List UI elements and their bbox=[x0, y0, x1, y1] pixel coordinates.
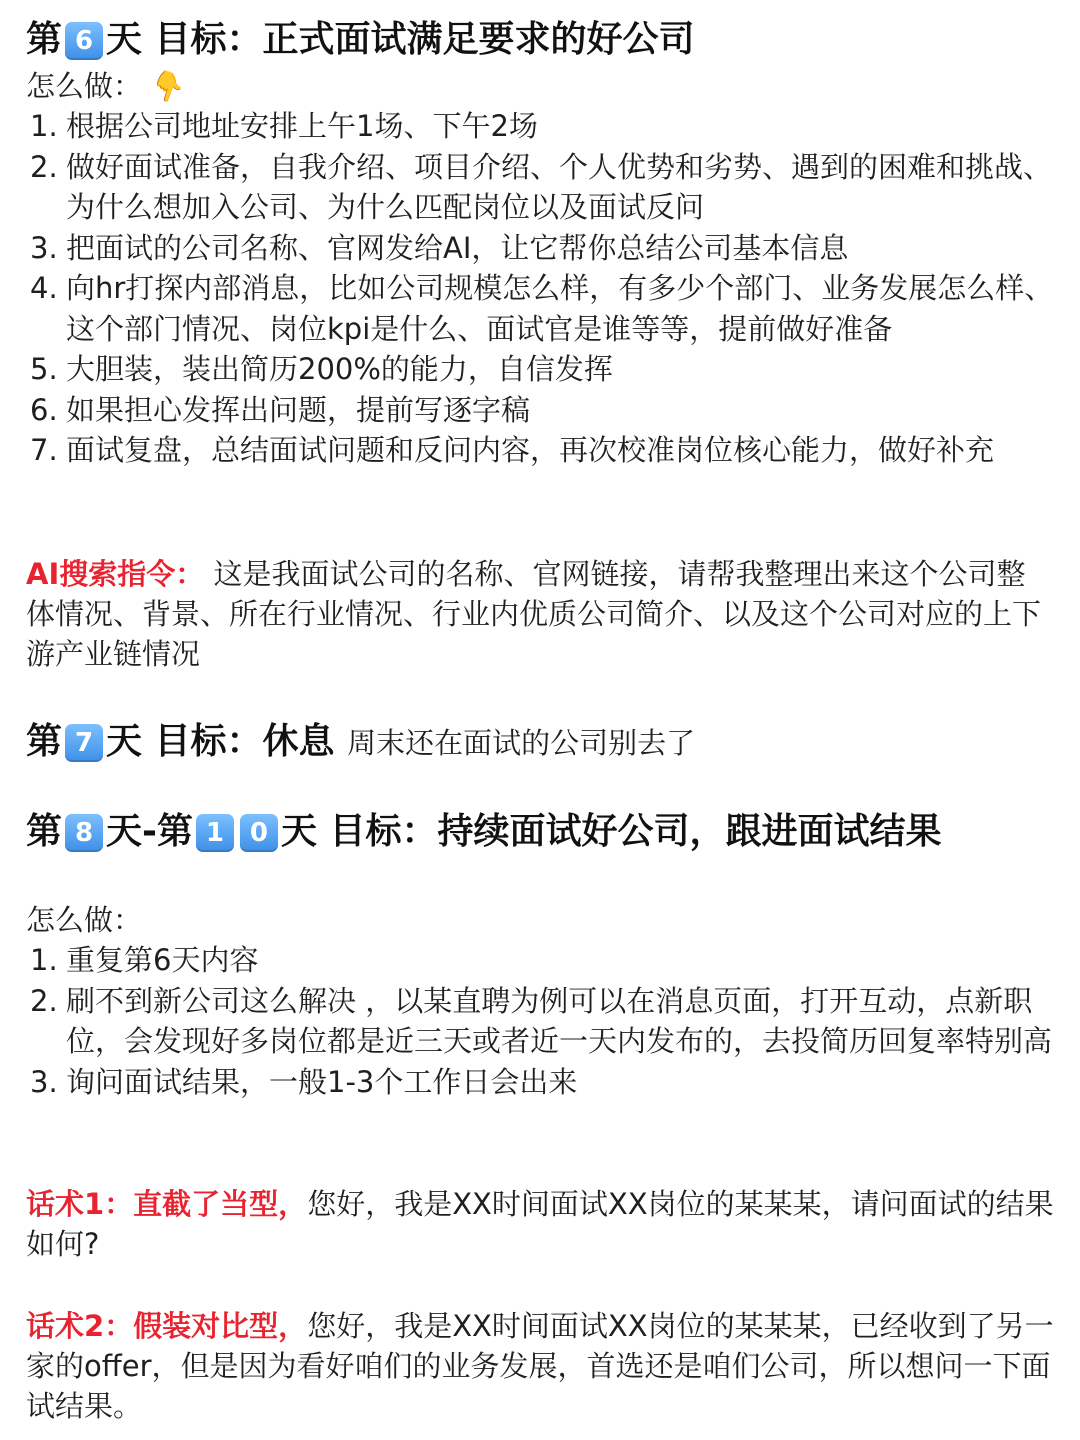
ai-prompt-text: 这是我面试公司的名称、官网链接，请帮我整理出来这个公司整体情况、背景、所在行业情况、行业内优质公司简介、以及这个公司对应的上下游产业链情况 bbox=[26, 557, 1042, 671]
day6-steps-list bbox=[30, 106, 1060, 471]
day8-steps-list bbox=[30, 940, 1060, 1102]
list-item: 4. 向hr打探内部消息，比如公司规模怎么样，有多少个部门、业务发展怎么样、这个部门情况、岗位kpi是什么、面试官是谁等等，提前做好准备 bbox=[30, 271, 1054, 346]
list-item: 2. 做好面试准备，自我介绍、项目介绍、个人优势和劣势、遇到的困难和挑战、为什么想加入公司、为什么匹配岗位以及面试反问 bbox=[30, 149, 1053, 224]
script-1-text: 您好，我是XX时间面试XX岗位的某某某，请问面试的结果如何? bbox=[26, 1187, 1054, 1261]
keycap-6-icon: 6 bbox=[65, 22, 103, 60]
day7-heading bbox=[26, 720, 695, 765]
day6-heading bbox=[26, 18, 695, 62]
keycap-8-icon: 8 bbox=[65, 814, 103, 852]
ai-prompt-label: AI搜索指令： bbox=[26, 557, 205, 591]
list-item: 7. 面试复盘，总结面试问题和反问内容，再次校准岗位核心能力，做好补充 bbox=[30, 433, 995, 467]
day7-subtitle: 周末还在面试的公司别去了 bbox=[347, 726, 696, 760]
script-2-block bbox=[26, 1306, 1056, 1426]
day6-how-label bbox=[26, 65, 190, 108]
script-2-text: 您好，我是XX时间面试XX岗位的某某某，已经收到了另一家的offer，但是因为看好咱们的业务发展，首选还是咱们公司，所以想问一下面试结果。 bbox=[26, 1309, 1054, 1423]
day8-heading bbox=[26, 810, 942, 854]
day8-how-label: 怎么做： bbox=[26, 903, 143, 937]
list-item: 1. 重复第6天内容 bbox=[30, 943, 259, 977]
day8-prefix: 第 bbox=[26, 811, 63, 852]
day8-mid: 天-第 bbox=[106, 811, 193, 852]
list-item: 2. 刷不到新公司这么解决 ，以某直聘为例可以在消息页面，打开互动，点新职位，会发现好多岗位都是近三天或者近一天内发布的，去投简历回复率特别高 bbox=[30, 983, 1053, 1058]
day8-title: 天 目标：持续面试好公司，跟进面试结果 bbox=[280, 811, 942, 852]
day6-prefix: 第 bbox=[26, 19, 63, 60]
keycap-1-icon: 1 bbox=[196, 814, 234, 852]
pointing-down-hand-icon: 👇 bbox=[145, 65, 190, 108]
day7-prefix: 第 bbox=[26, 721, 63, 762]
how-text: 怎么做： bbox=[26, 69, 143, 103]
day6-title: 天 目标：正式面试满足要求的好公司 bbox=[106, 19, 695, 60]
script-1-block bbox=[26, 1184, 1056, 1264]
ai-prompt-block bbox=[26, 554, 1046, 674]
list-item: 5. 大胆装，装出简历200%的能力，自信发挥 bbox=[30, 352, 613, 386]
script-2-label: 话术2：假装对比型， bbox=[26, 1309, 308, 1343]
list-item: 3. 询问面试结果，一般1-3个工作日会出来 bbox=[30, 1064, 578, 1099]
list-item: 3. 把面试的公司名称、官网发给AI，让它帮你总结公司基本信息 bbox=[30, 230, 849, 265]
script-1-label: 话术1：直截了当型， bbox=[26, 1187, 308, 1221]
keycap-7-icon: 7 bbox=[65, 724, 103, 762]
list-item: 6. 如果担心发挥出问题，提前写逐字稿 bbox=[30, 392, 531, 427]
day7-title: 天 目标：休息 bbox=[106, 721, 335, 762]
keycap-0-icon: 0 bbox=[240, 814, 278, 852]
list-item: 1. 根据公司地址安排上午1场、下午2场 bbox=[30, 109, 538, 143]
